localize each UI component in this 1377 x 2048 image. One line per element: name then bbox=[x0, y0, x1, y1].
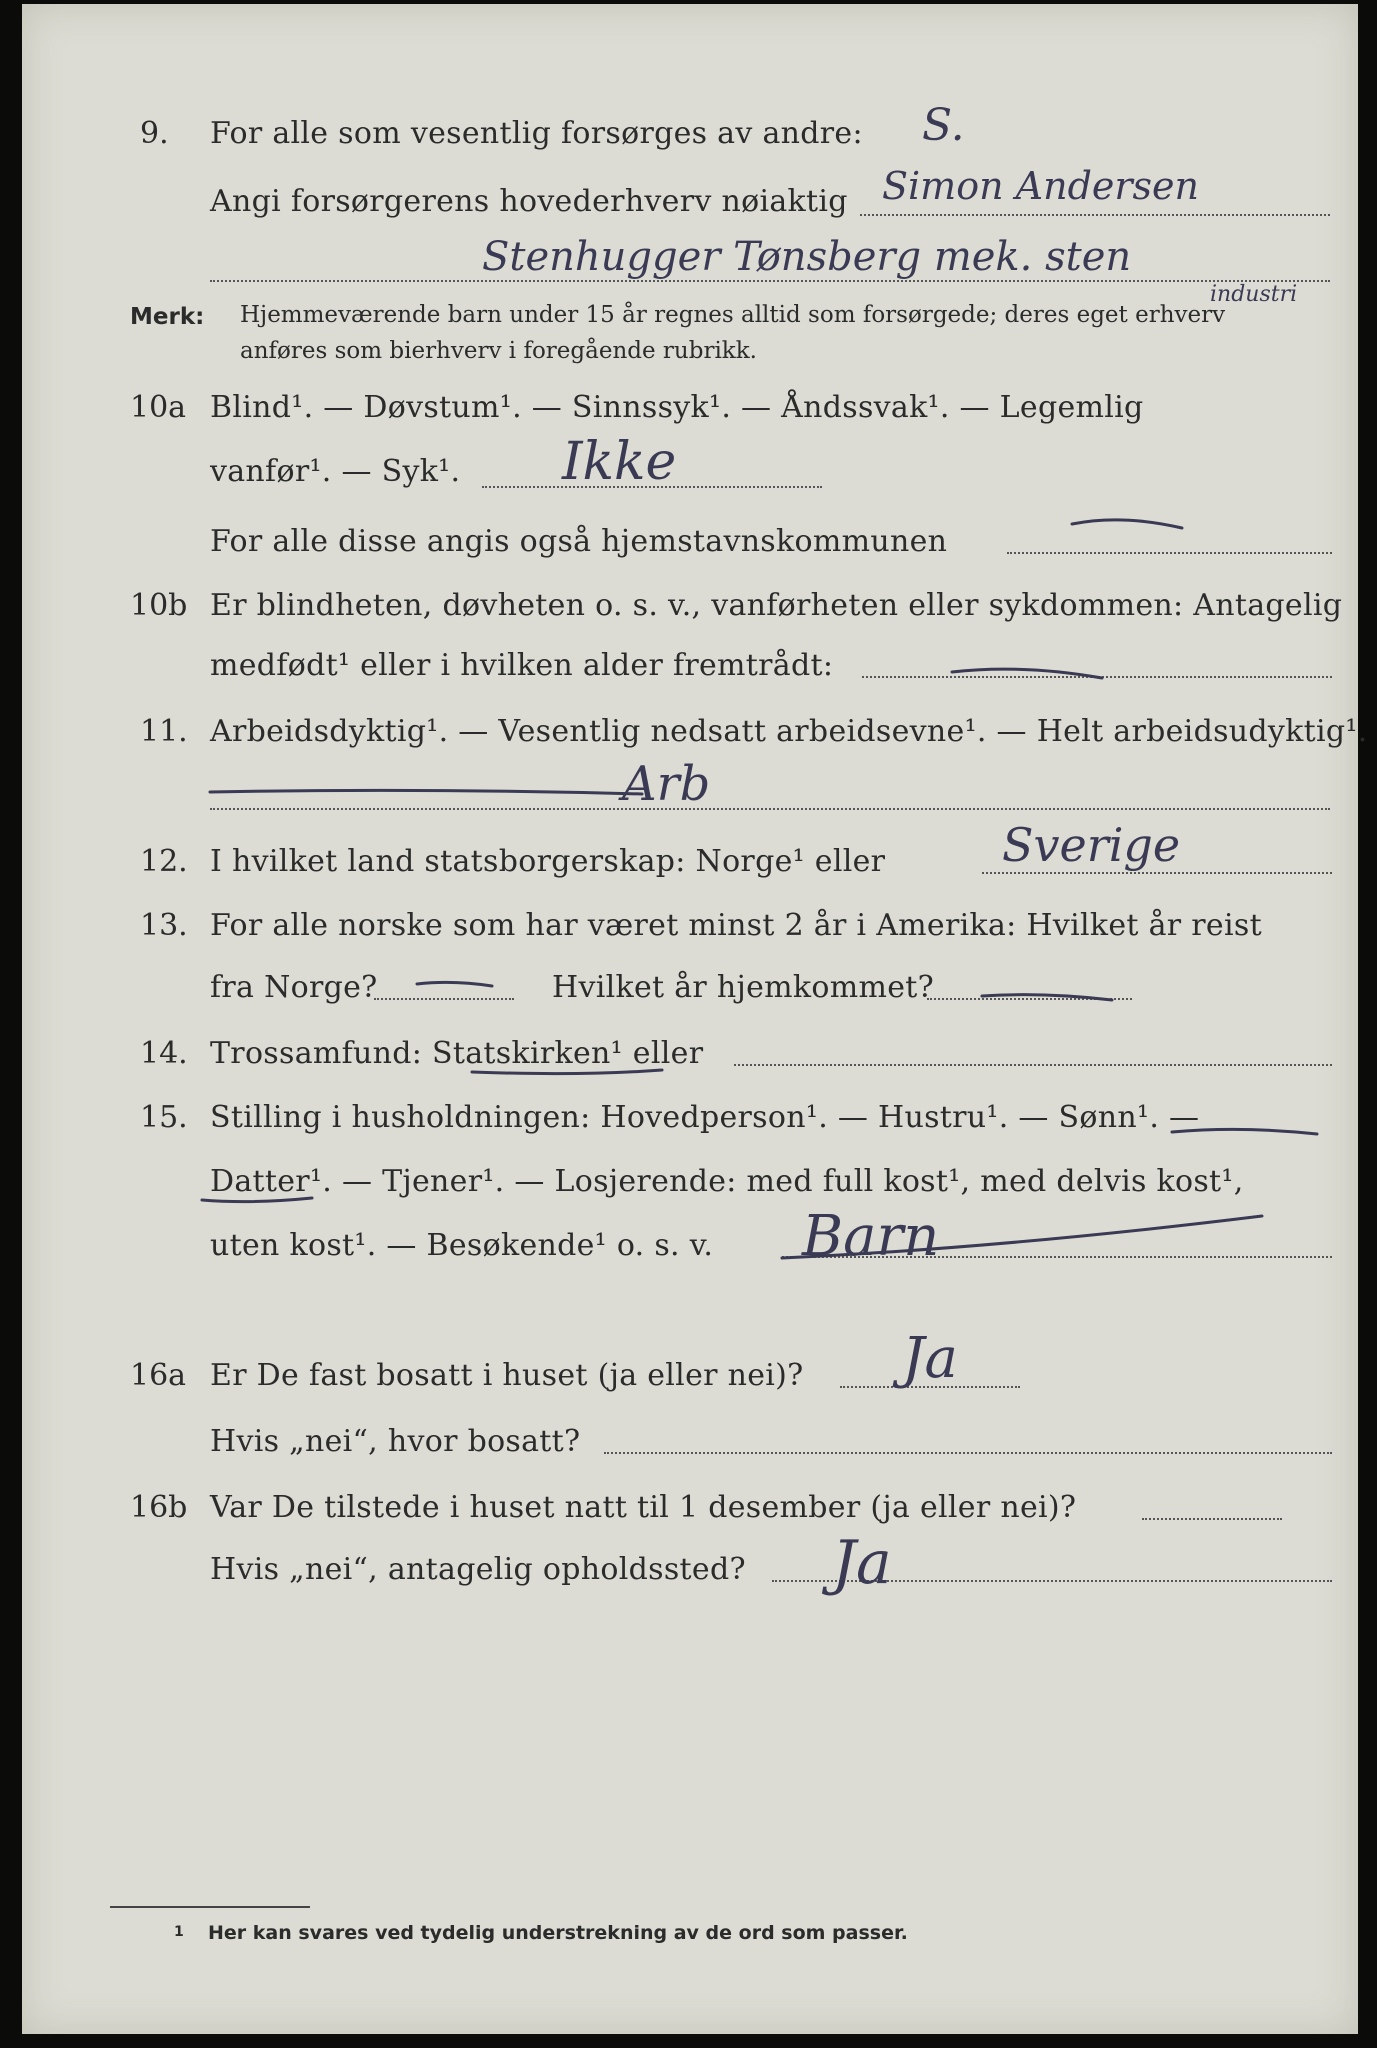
handwritten-marks bbox=[22, 4, 1358, 2034]
q12-line1: I hvilket land statsborgerskap: Norge¹ eller bbox=[210, 844, 886, 879]
merk-label: Merk: bbox=[130, 304, 205, 330]
q11-line1: Arbeidsdyktig¹. — Vesentlig nedsatt arbeidsevne¹. — Helt arbeidsudyktig¹. bbox=[210, 714, 1368, 749]
q10a-line3: For alle disse angis også hjemstavnskommunen bbox=[210, 524, 948, 559]
q13-line2a: fra Norge? bbox=[210, 970, 378, 1005]
q16b-handwritten-answer: Ja bbox=[832, 1528, 892, 1598]
q11-number: 11. bbox=[140, 714, 188, 749]
q14-number: 14. bbox=[140, 1036, 188, 1071]
q14-line1: Trossamfund: Statskirken¹ eller bbox=[210, 1036, 704, 1071]
q10b-line1: Er blindheten, døvheten o. s. v., vanførheten eller sykdommen: Antagelig bbox=[210, 588, 1343, 623]
q9-line2: Angi forsørgerens hovederhverv nøiaktig bbox=[210, 184, 848, 219]
q10b-number: 10b bbox=[130, 588, 188, 623]
q16b-number: 16b bbox=[130, 1490, 188, 1525]
q10b-line2: medfødt¹ eller i hvilken alder fremtrådt: bbox=[210, 648, 834, 683]
q13-line2b: Hvilket år hjemkommet? bbox=[552, 970, 935, 1005]
merk-line2: anføres som bierhverv i foregående rubrikk. bbox=[240, 338, 757, 364]
q10a-line2: vanfør¹. — Syk¹. bbox=[210, 454, 461, 489]
merk-line1: Hjemmeværende barn under 15 år regnes alltid som forsørgede; deres eget erhverv bbox=[240, 302, 1226, 328]
footnote-rule bbox=[110, 1906, 310, 1908]
q15-line1: Stilling i husholdningen: Hovedperson¹. — Hustru¹. — Sønn¹. — bbox=[210, 1100, 1200, 1135]
q10a-line1: Blind¹. — Døvstum¹. — Sinnssyk¹. — Åndssvak¹. — Legemlig bbox=[210, 390, 1144, 425]
q13-line1: For alle norske som har været minst 2 år i Amerika: Hvilket år reist bbox=[210, 908, 1262, 943]
q16b-line2: Hvis „nei“, antagelig opholdssted? bbox=[210, 1552, 746, 1587]
q9-handwritten-occupation: Stenhugger Tønsberg mek. sten bbox=[482, 234, 1132, 280]
census-form-page bbox=[22, 4, 1368, 2034]
q11-handwritten-answer: Arb bbox=[622, 756, 711, 812]
q15-number: 15. bbox=[140, 1100, 188, 1135]
q10a-number: 10a bbox=[130, 390, 187, 425]
q15-line2: Datter¹. — Tjener¹. — Losjerende: med full kost¹, med delvis kost¹, bbox=[210, 1164, 1244, 1199]
q16a-number: 16a bbox=[130, 1358, 187, 1393]
q9-number: 9. bbox=[140, 116, 169, 151]
q9-handwritten-occupation-add: industri bbox=[1210, 282, 1298, 307]
q9-handwritten-mark: S. bbox=[922, 100, 965, 151]
q15-handwritten-answer: Barn bbox=[802, 1204, 940, 1269]
q16a-handwritten-answer: Ja bbox=[902, 1326, 958, 1391]
q15-line3: uten kost¹. — Besøkende¹ o. s. v. bbox=[210, 1228, 714, 1263]
q9-handwritten-name: Simon Andersen bbox=[882, 164, 1200, 208]
q13-number: 13. bbox=[140, 908, 188, 943]
q16a-line2: Hvis „nei“, hvor bosatt? bbox=[210, 1424, 581, 1459]
q16b-line1: Var De tilstede i huset natt til 1 desember (ja eller nei)? bbox=[210, 1490, 1077, 1525]
q16a-line1: Er De fast bosatt i huset (ja eller nei)? bbox=[210, 1358, 804, 1393]
footnote-mark: 1 bbox=[174, 1924, 184, 1940]
footnote-text: Her kan svares ved tydelig understrekning av de ord som passer. bbox=[208, 1922, 908, 1944]
q12-number: 12. bbox=[140, 844, 188, 879]
q9-line1: For alle som vesentlig forsørges av andre: bbox=[210, 116, 863, 151]
q12-handwritten-answer: Sverige bbox=[1002, 818, 1181, 872]
q10a-handwritten-answer: Ikke bbox=[562, 432, 677, 492]
